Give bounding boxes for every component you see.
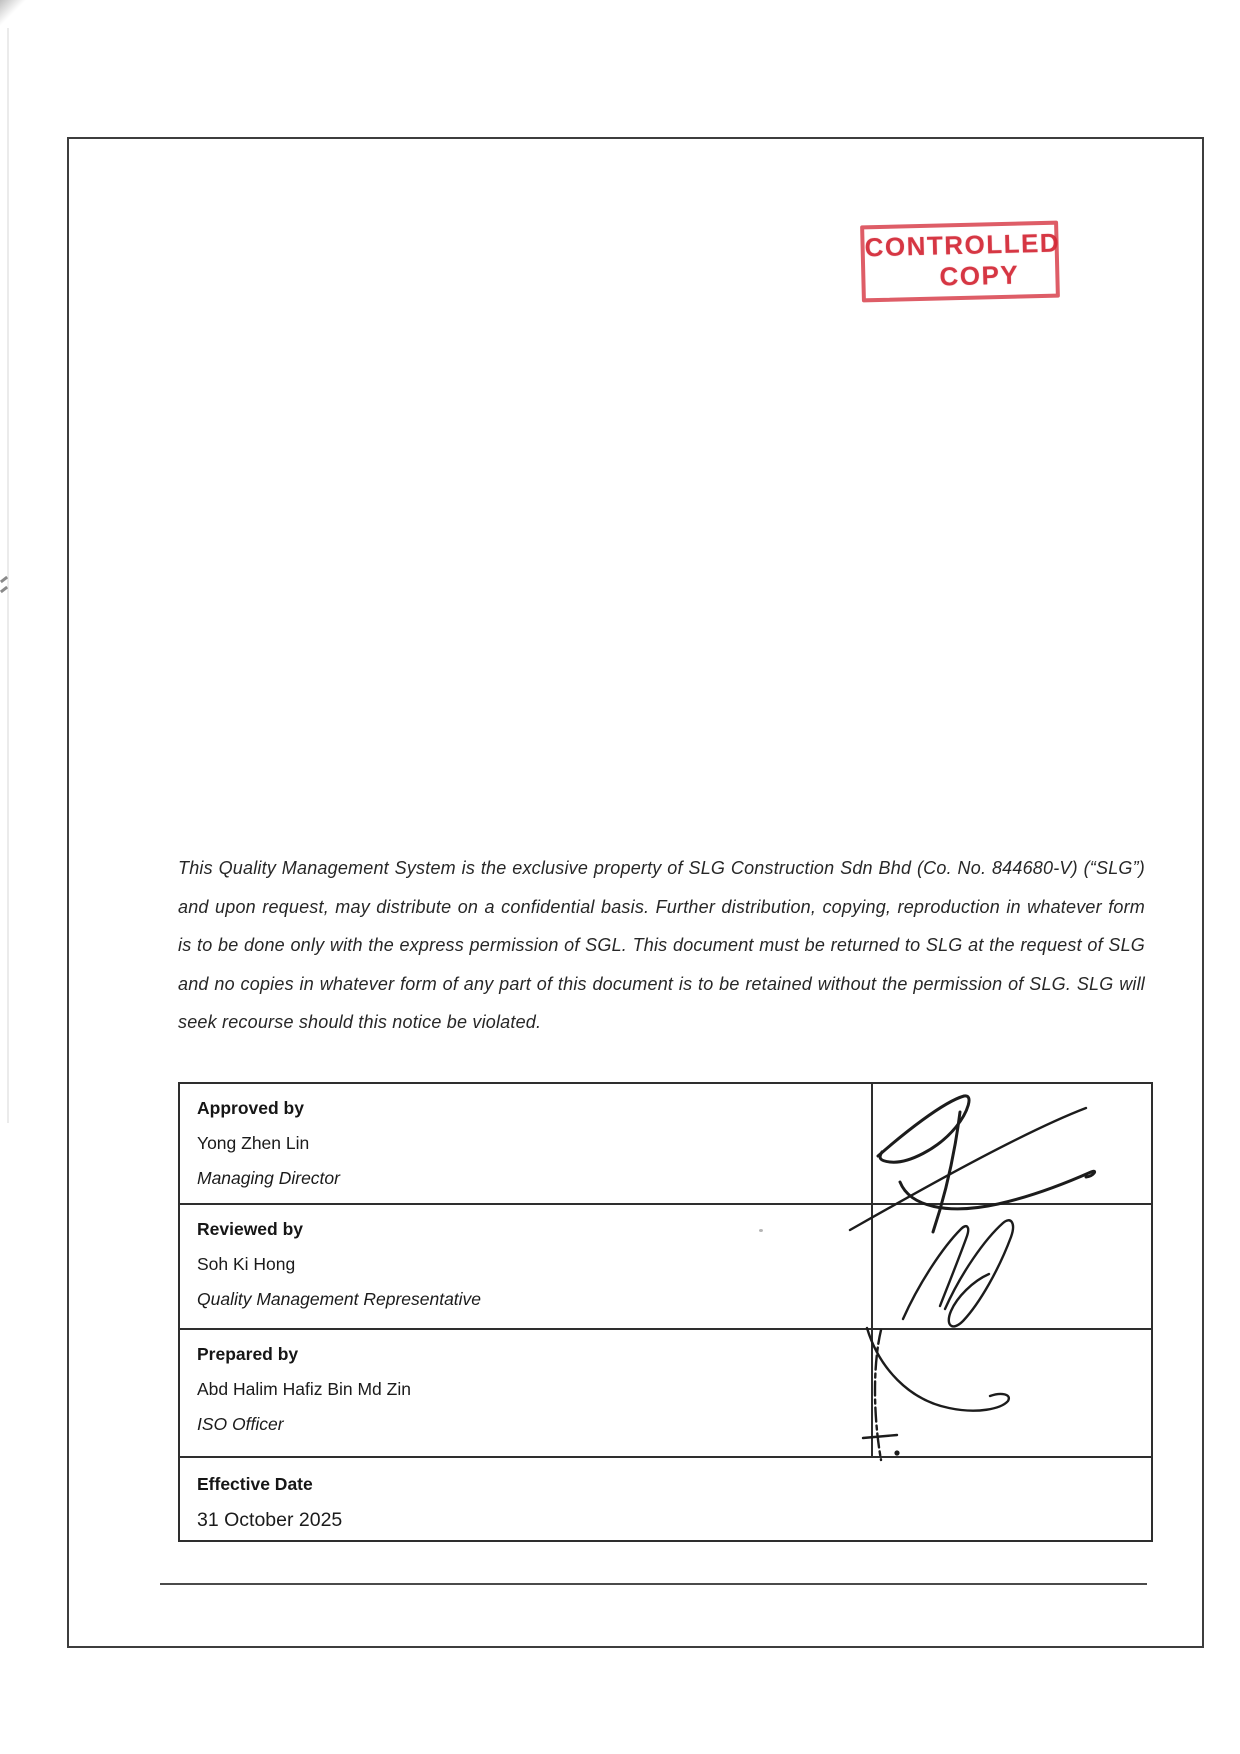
prepared-by-cell — [180, 1330, 873, 1456]
prepared-by-label: Prepared by — [197, 1344, 299, 1364]
approved-by-signature-cell — [873, 1084, 1151, 1203]
prepared-by-signature-cell — [873, 1330, 1151, 1456]
scan-edge-mark — [0, 576, 9, 598]
approved-by-title: Managing Director — [197, 1168, 340, 1188]
confidentiality-notice: This Quality Management System is the exclusive property of SLG Construction Sdn Bhd (Co. No. 844680-V) (“SLG”) and upon request, may distribute on a confidential basis. Further distribution, copying, reproduction in whatever form is to be done only with the express permission of SGL. This document must be returned to SLG at the request of SLG and no copies in whatever form of any part of this document is to be retained without the permission of SLG. SLG will seek recourse should this notice be violated. — [178, 858, 1145, 1032]
approved-by-name: Yong Zhen Lin — [197, 1133, 310, 1153]
table-row-prepared-by — [180, 1330, 1151, 1458]
signature-reviewed-by-icon — [895, 1211, 1040, 1331]
reviewed-by-label: Reviewed by — [197, 1219, 304, 1239]
scan-corner-smudge — [0, 0, 30, 28]
controlled-copy-stamp — [860, 221, 1060, 303]
table-row-approved-by — [180, 1084, 1151, 1205]
reviewed-by-name: Soh Ki Hong — [197, 1254, 296, 1274]
effective-date-value: 31 October 2025 — [197, 1509, 343, 1531]
prepared-by-name: Abd Halim Hafiz Bin Md Zin — [197, 1379, 411, 1399]
stamp-line-1: CONTROLLED — [864, 227, 1061, 263]
prepared-by-title: ISO Officer — [197, 1414, 284, 1434]
footer-rule — [160, 1583, 1147, 1585]
reviewed-by-title: Quality Management Representative — [197, 1289, 482, 1309]
stamp-line-2: COPY — [939, 259, 1020, 292]
approved-by-cell — [180, 1084, 873, 1203]
approved-by-label: Approved by — [197, 1098, 304, 1118]
approval-table — [178, 1082, 1153, 1542]
table-row-reviewed-by — [180, 1205, 1151, 1330]
reviewed-by-cell — [180, 1205, 873, 1328]
effective-date-label: Effective Date — [197, 1474, 313, 1494]
signature-prepared-by-icon — [851, 1322, 1041, 1472]
